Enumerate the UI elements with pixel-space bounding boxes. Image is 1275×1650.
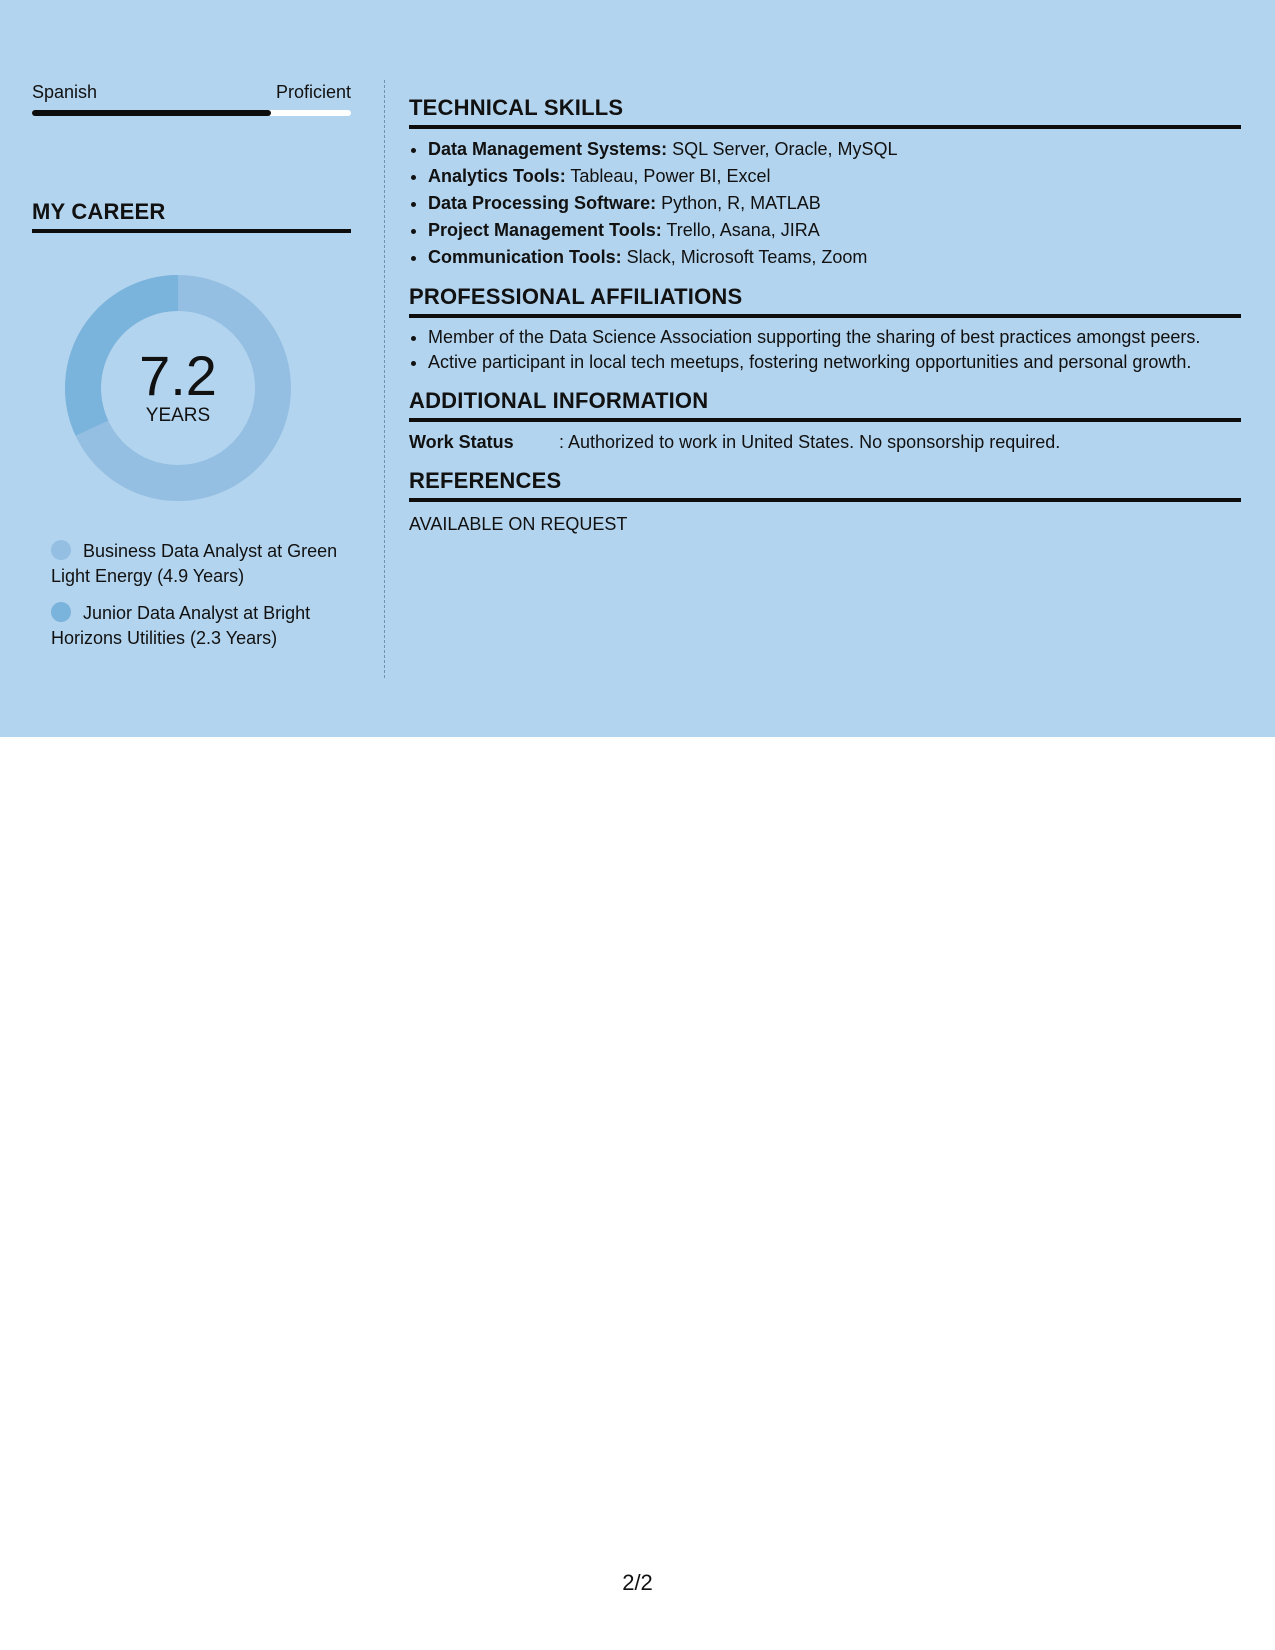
page-number: 2/2 xyxy=(622,1570,653,1595)
affiliations-section xyxy=(409,283,1241,375)
skill-label: Data Management Systems: xyxy=(428,139,668,159)
career-item-text: Junior Data Analyst at Bright Horizons Utilities (2.3 Years) xyxy=(51,603,311,648)
affiliation-item: • Active participant in local tech meetups, fostering networking opportunities and personal growth. xyxy=(428,350,1241,375)
affiliation-item: • Member of the Data Science Association supporting the sharing of best practices amongst peers. xyxy=(428,325,1241,350)
language-proficiency-fill xyxy=(32,110,271,116)
affiliations-title: PROFESSIONAL AFFILIATIONS xyxy=(409,284,743,309)
career-legend xyxy=(51,539,341,651)
career-item xyxy=(51,601,341,651)
career-donut-chart xyxy=(63,273,293,503)
career-item xyxy=(51,539,341,589)
work-status-value: : Authorized to work in United States. No sponsorship required. xyxy=(559,432,1061,452)
additional-info-rule xyxy=(409,418,1241,422)
donut-center xyxy=(63,344,293,427)
skill-value: Python, R, MATLAB xyxy=(656,193,821,213)
skill-label: Project Management Tools: xyxy=(428,220,662,240)
skill-label: Data Processing Software: xyxy=(428,193,657,213)
technical-skills-title: TECHNICAL SKILLS xyxy=(409,95,624,120)
language-name: Spanish xyxy=(32,82,98,102)
skill-item xyxy=(428,244,1241,271)
references-text: AVAILABLE ON REQUEST xyxy=(409,514,628,534)
skill-item xyxy=(428,136,1241,163)
column-divider xyxy=(384,80,385,678)
skill-label: Analytics Tools: xyxy=(428,166,566,186)
skill-item xyxy=(428,217,1241,244)
skill-value: Tableau, Power BI, Excel xyxy=(565,166,771,186)
affiliations-rule xyxy=(409,314,1241,318)
right-column xyxy=(409,94,1241,549)
skill-value: Slack, Microsoft Teams, Zoom xyxy=(621,247,868,267)
legend-dot-icon xyxy=(51,540,71,560)
skill-item xyxy=(428,190,1241,217)
technical-skills-rule xyxy=(409,125,1241,129)
additional-info-section xyxy=(409,387,1241,455)
career-title: MY CAREER xyxy=(32,199,166,224)
skill-value: Trello, Asana, JIRA xyxy=(661,220,820,240)
language-level: Proficient xyxy=(275,82,351,102)
total-years-unit: YEARS xyxy=(145,405,211,426)
skill-value: SQL Server, Oracle, MySQL xyxy=(667,139,898,159)
technical-skills-list xyxy=(409,136,1241,271)
work-status-label: Work Status xyxy=(409,432,514,452)
total-years-value: 7.2 xyxy=(139,344,217,407)
skill-label: Communication Tools: xyxy=(428,247,622,267)
left-column xyxy=(32,80,351,663)
career-item-text: Business Data Analyst at Green Light Energy (4.9 Years) xyxy=(51,541,338,586)
legend-dot-icon xyxy=(51,602,71,622)
language-row xyxy=(32,80,351,104)
work-status-row xyxy=(409,429,1241,455)
career-rule xyxy=(32,229,351,233)
affiliations-list xyxy=(409,325,1241,375)
references-section xyxy=(409,467,1241,537)
references-title: REFERENCES xyxy=(409,468,562,493)
skill-item xyxy=(428,163,1241,190)
language-proficiency-bar xyxy=(32,110,351,116)
technical-skills-section xyxy=(409,94,1241,271)
references-rule xyxy=(409,498,1241,502)
additional-info-title: ADDITIONAL INFORMATION xyxy=(409,388,709,413)
